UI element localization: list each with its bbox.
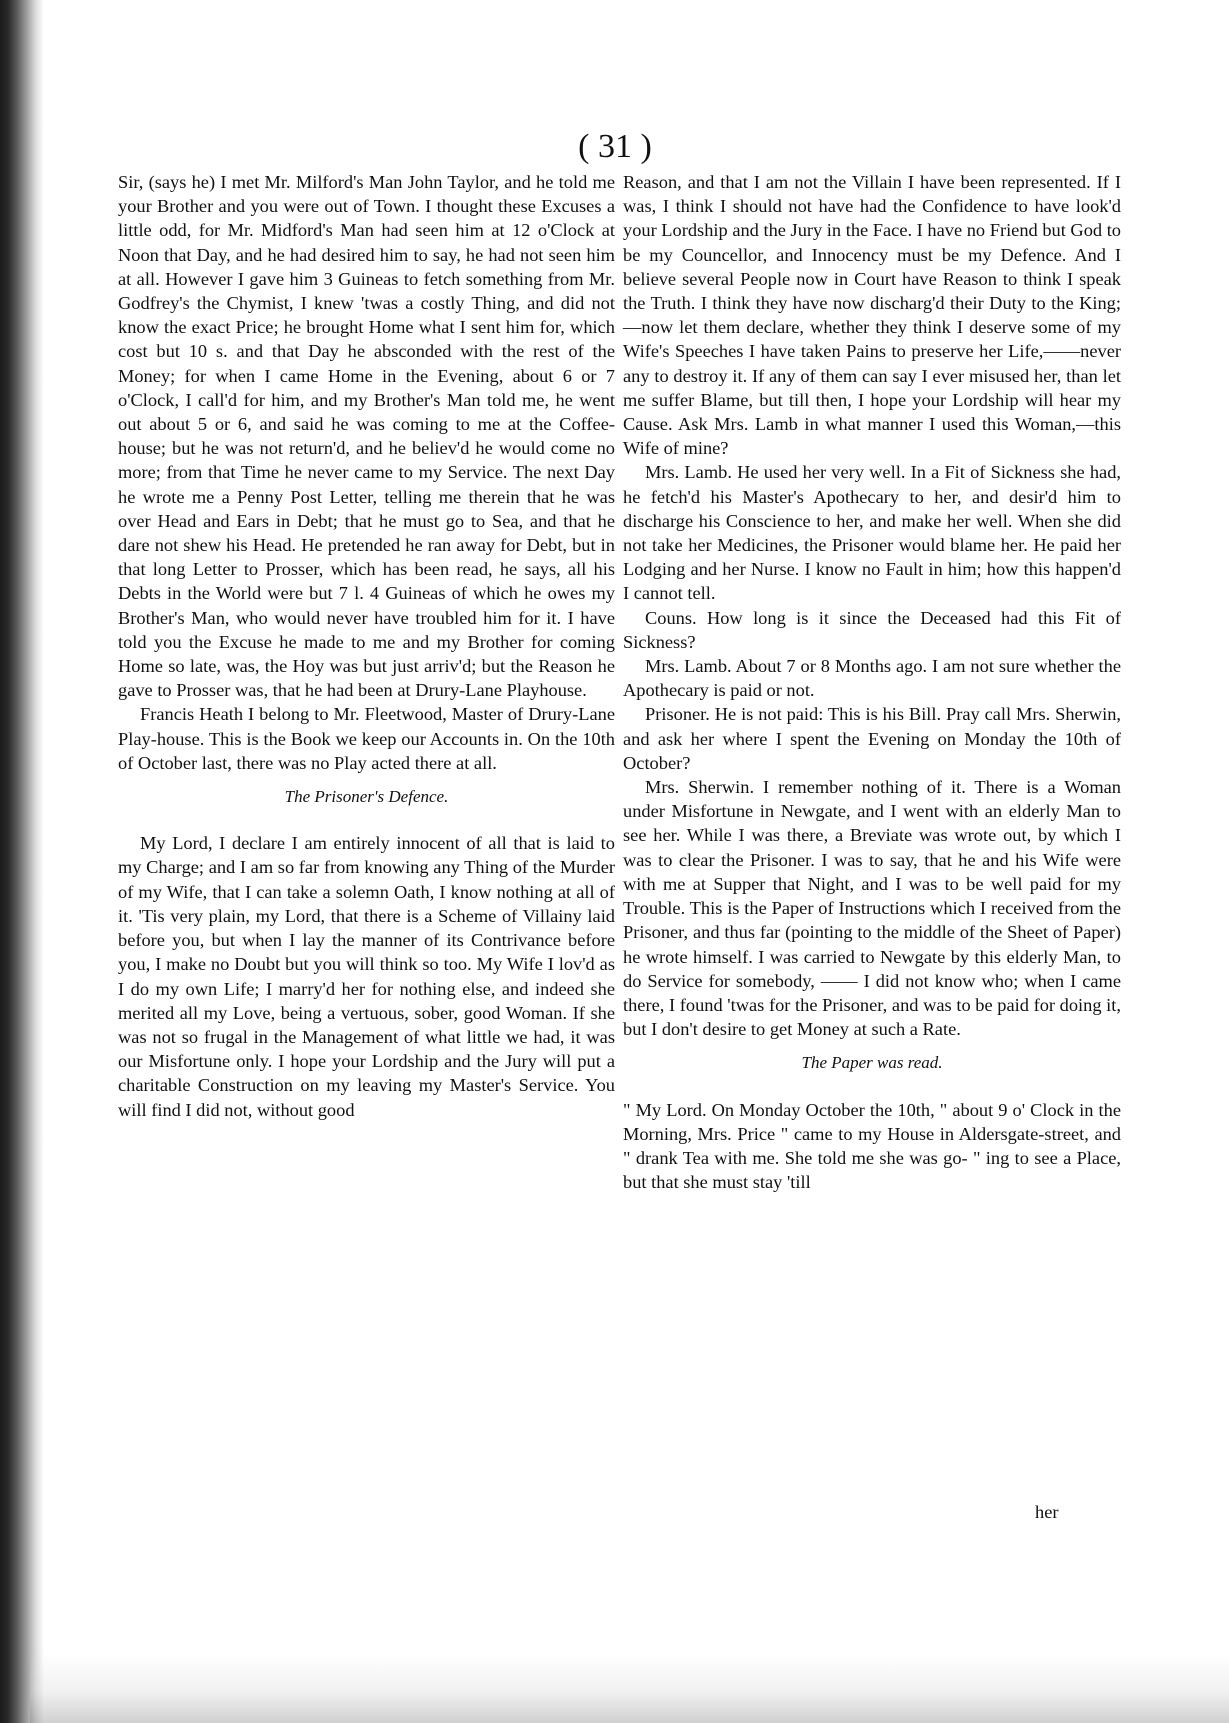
paragraph: Mrs. Sherwin. I remember nothing of it. There is a Woman under Misfortune in Newgate, and I went with an elderly Man to see her. While I was there, a Breviate was wrote out, by which I was to clear the Prisoner. I was to say, that he and his Wife were with me at Supper that Night, and I was to be well paid for my Trouble. This is the Paper of Instructions which I received from the Prisoner, and thus far (pointing to the middle of the Sheet of Paper) he wrote himself. I was carried to Newgate by this elderly Man, to do Service for somebody, —— I did not know who; when I came there, I found 'twas for the Prisoner, and was to be paid for doing it, but I don't desire to get Money at such a Rate. [623, 777, 1121, 1040]
right-column [623, 170, 1121, 1194]
paragraph: Prisoner. He is not paid: This is his Bill. Pray call Mrs. Sherwin, and ask her where I spent the Evening on Monday the 10th of October? [623, 704, 1121, 773]
paragraph: Mrs. Lamb. About 7 or 8 Months ago. I am not sure whether the Apothecary is paid or not. [623, 656, 1121, 701]
page-number: ( 31 ) [578, 128, 652, 165]
scanned-bottom-edge [30, 1653, 1229, 1723]
paragraph: Francis Heath I belong to Mr. Fleetwood, Master of Drury-Lane Play-house. This is the Book we keep our Accounts in. On the 10th of October last, there was no Play acted there at all. [118, 704, 615, 773]
scanned-binding-edge [0, 0, 44, 1723]
left-column [118, 170, 615, 1122]
paragraph: Mrs. Lamb. He used her very well. In a Fit of Sickness she had, he fetch'd his Master's Apothecary to her, and desir'd him to discharge his Conscience to her, and make her well. When she did not take her Medicines, the Prisoner would blame her. He paid her Lodging and her Nurse. I know no Fault in him; how this happen'd I cannot tell. [623, 462, 1121, 604]
catchword: her [1035, 1502, 1059, 1522]
paragraph: My Lord, I declare I am entirely innocent of all that is laid to my Charge; and I am so far from knowing any Thing of the Murder of my Wife, that I can take a solemn Oath, I know nothing at all of it. 'Tis very plain, my Lord, that there is a Scheme of Villainy laid before you, but when I lay the manner of its Contrivance before you, I make no Doubt but you will think so too. My Wife I lov'd as I do my own Life; I marry'd her for nothing else, and indeed she merited all my Love, being a vertuous, sober, good Woman. If she was not so frugal in the Management of what little we had, it was our Misfortune only. I hope your Lordship and the Jury will put a charitable Construction on my leaving my Master's Service. You will find I did not, without good [118, 833, 615, 1120]
paragraph: Sir, (says he) I met Mr. Milford's Man John Taylor, and he told me your Brother and you were out of Town. I thought these Excuses a little odd, for Mr. Midford's Man had seen him at 12 o'Clock at Noon that Day, and he had desired him to say, he had not seen him at all. However I gave him 3 Guineas to fetch something from Mr. Godfrey's the Chymist, I knew 'twas a costly Thing, and did not know the exact Price; he brought Home what I sent him for, which cost but 10 s. and that Day he absconded with the rest of the Money; for when I came Home in the Evening, about 6 or 7 o'Clock, I call'd for him, and my Brother's Man told me, he went out about 5 or 6, and said he was coming to me at the Coffee-house; but he was not return'd, and he believ'd he would come no more; from that Time he never came to my Service. The next Day he wrote me a Penny Post Letter, telling me therein that he was over Head and Ears in Debt; that he must go to Sea, and that he dare not shew his Head. He pretended he ran away for Debt, but in that long Letter to Prosser, which has been read, he says, all his Debts in the World were but 7 l. 4 Guineas of which he owes my Brother's Man, who would never have troubled him for it. I have told you the Excuse he made to me and my Brother for coming Home so late, was, the Hoy was but just arriv'd; but the Reason he gave to Prosser was, that he had been at Drury-Lane Playhouse. [118, 172, 615, 701]
section-heading: The Paper was read. [801, 1053, 943, 1073]
section-heading: The Prisoner's Defence. [284, 787, 449, 807]
paragraph: Couns. How long is it since the Deceased had this Fit of Sickness? [623, 607, 1121, 652]
quoted-paper: " My Lord. On Monday October the 10th, " about 9 o' Clock in the Morning, Mrs. Price " came to my House in Aldersgate-street, and " drank Tea with me. She told me she was go- " ing to see a Place, but that she must stay 'till [623, 1099, 1121, 1193]
paragraph: Reason, and that I am not the Villain I have been represented. If I was, I think I should not have had the Confidence to have look'd your Lordship and the Jury in the Face. I have no Friend but God to be my Councellor, and Innocency must be my Defence. And I believe several People now in Court have Reason to think I speak the Truth. I think they have now discharg'd their Duty to the King;—now let them declare, whether they think I deserve some of my Wife's Speeches I have taken Pains to preserve her Life,——never any to destroy it. If any of them can say I ever misused her, than let me suffer Blame, but till then, I hope your Lordship will hear my Cause. Ask Mrs. Lamb in what manner I used this Woman,—this Wife of mine? [623, 172, 1121, 459]
